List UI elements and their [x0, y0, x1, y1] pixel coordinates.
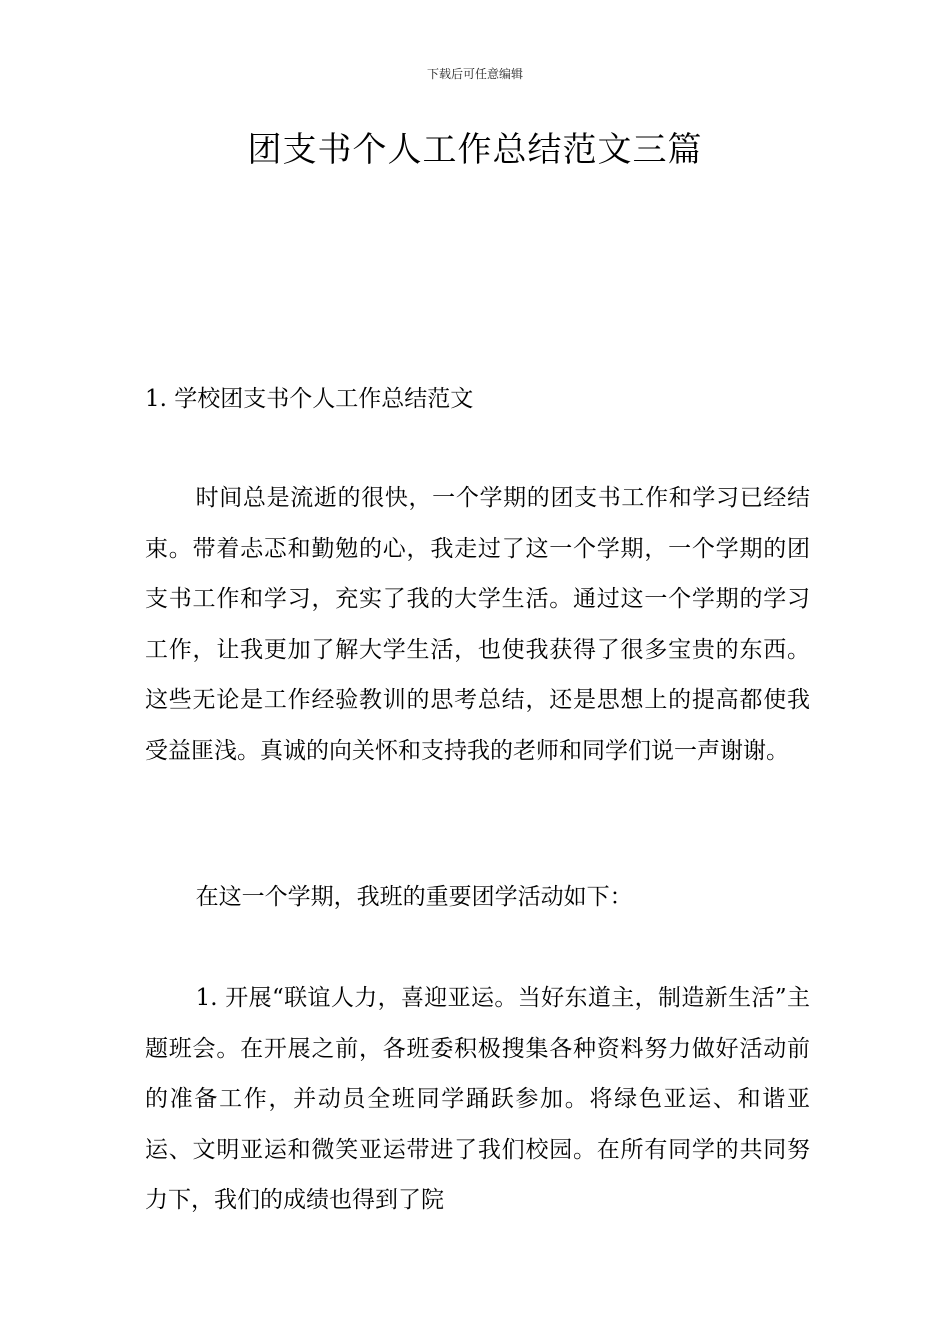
paragraph-activity-1: 1. 开展“联谊人力，喜迎亚运。当好东道主，制造新生活”主题班会。在开展之前，各班委积极搜集各种资料努力做好活动前的准备工作，并动员全班同学踊跃参加。将绿色亚运、和谐亚运、文明亚运和微笑亚运带进了我们校园。在所有同学的共同努力下，我们的成绩也得到了院 — [145, 985, 810, 1213]
paragraph-intro: 时间总是流逝的很快，一个学期的团支书工作和学习已经结束。带着忐忑和勤勉的心，我走过了这一个学期，一个学期的团支书工作和学习，充实了我的大学生活。通过这一个学期的学习工作，让我更加了解大学生活，也使我获得了很多宝贵的东西。这些无论是工作经验教训的思考总结，还是思想上的提高都使我受益匪浅。真诚的向关怀和支持我的老师和同学们说一声谢谢。 — [145, 485, 810, 764]
section-heading: 1. 学校团支书个人工作总结范文 — [145, 386, 474, 412]
paragraph-activities-lead: 在这一个学期，我班的重要团学活动如下： — [195, 884, 633, 910]
header-note: 下载后可任意编辑 — [426, 67, 523, 81]
document-title: 团支书个人工作总结范文三篇 — [247, 130, 703, 170]
